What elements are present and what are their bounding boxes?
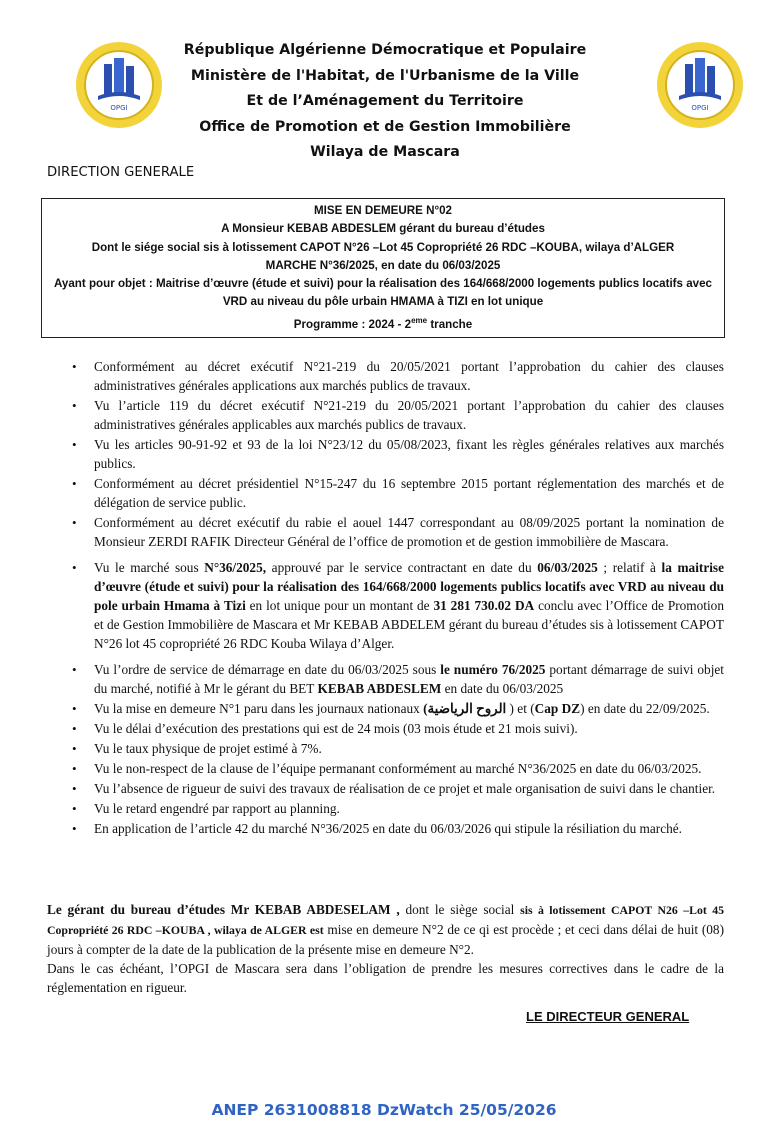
closing-text bbox=[47, 900, 724, 997]
publication-footer: ANEP 2631008818 DzWatch 25/05/2026 bbox=[211, 1101, 557, 1119]
direction-label: DIRECTION GENERALE bbox=[47, 165, 195, 180]
list-item: • Vu le délai d’exécution des prestations qui est de 24 mois (03 mois étude et 21 mois suivi). bbox=[48, 719, 724, 738]
notice-title: MISE EN DEMEURE N°02 bbox=[314, 204, 452, 217]
list-item: • Vu le retard engendré par rapport au planning. bbox=[48, 799, 724, 818]
list-item: • Vu l’article 119 du décret exécutif N°21-219 du 20/05/2021 portant l’approbation du cahier des clauses administratives générales applicables aux marchés publics de travaux. bbox=[48, 396, 724, 434]
list-item: • Vu la mise en demeure N°1 paru dans les journaux nationaux (الروح الرياضية ) et (Cap DZ) en date du 22/09/2025. bbox=[48, 699, 724, 718]
opgi-logo-right bbox=[655, 40, 745, 130]
closing-paragraph-demand: Le gérant du bureau d’études Mr KEBAB ABDESELAM , dont le siège social sis à lotissement CAPOT N26 –Lot 45 Copropriété 26 RDC –KOUBA , wilaya de ALGER est mise en demeure N°2 de ce qi est procède ; et ceci dans délai de huit (08) jours à compter de la date de la publication de la présente mise en demeure N°2. bbox=[47, 902, 725, 957]
notice-object-line1: Ayant pour objet : Maitrise d’œuvre (étude et suivi) pour la réalisation des 164/668/2000 logements publics locatifs avec bbox=[53, 277, 713, 291]
notice-contract: MARCHE N°36/2025, en date du 06/03/2025 bbox=[265, 258, 501, 272]
list-item: • Vu le taux physique de projet estimé à 7%. bbox=[48, 739, 724, 758]
header-line-wilaya: Wilaya de Mascara bbox=[310, 144, 460, 160]
list-item: • Conformément au décret présidentiel N°15-247 du 16 septembre 2015 portant réglementation des marchés et de délégation de service public. bbox=[48, 474, 724, 512]
list-item: • Conformément au décret exécutif N°21-219 du 20/05/2021 portant l’approbation du cahier des clauses administratives générales applications aux marchés publics de travaux. bbox=[48, 357, 724, 395]
list-item: • En application de l’article 42 du marché N°36/2025 en date du 06/03/2026 qui stipule la résiliation du marché. bbox=[48, 819, 724, 838]
list-item: • Vu les articles 90-91-92 et 93 de la loi N°23/12 du 05/08/2023, fixant les règles générales relatives aux marchés publics. bbox=[48, 435, 724, 473]
notice-programme: Programme : 2024 - 2eme tranche bbox=[293, 315, 473, 331]
signature-title: LE DIRECTEUR GENERAL bbox=[526, 1009, 690, 1024]
header-line-amenagement: Et de l’Aménagement du Territoire bbox=[246, 93, 524, 109]
notice-addressee: A Monsieur KEBAB ABDESLEM gérant du bureau d’études bbox=[221, 222, 545, 236]
svg-text:OPGI: OPGI bbox=[691, 104, 709, 112]
notice-object-line2: VRD au niveau du pôle urbain HMAMA à TIZI en lot unique bbox=[222, 295, 544, 309]
svg-text:OPGI: OPGI bbox=[110, 104, 128, 112]
considerations-list bbox=[48, 357, 724, 839]
header-line-republic: République Algérienne Démocratique et Populaire bbox=[183, 42, 587, 58]
list-item: • Vu le non-respect de la clause de l’équipe permanant conformément au marché N°36/2025 en date du 06/03/2025. bbox=[48, 759, 724, 778]
notice-box bbox=[41, 198, 725, 338]
letterhead bbox=[150, 38, 620, 166]
list-item: • Vu le marché sous N°36/2025, approuvé par le service contractant en date du 06/03/2025 ; relatif à la maitrise d’œuvre (étude et suivi) pour la réalisation des 164/668/2000 logements publics locatifs avec VRD au niveau du pole urbain Hmama à Tizi en lot unique pour un montant de 31 281 730.02 DA conclu avec l’Office de Promotion et de Gestion Immobilière de Mascara et Mr KEBAB ABDELEM gérant du bureau d’études sis à lotissement CAPOT N°26 lot 45 copropriété 26 RDC Kouba Wilaya d’Alger. bbox=[48, 558, 724, 653]
header-line-office: Office de Promotion et de Gestion Immobilière bbox=[199, 118, 571, 135]
list-item: • Vu l’ordre de service de démarrage en date du 06/03/2025 sous le numéro 76/2025 portant démarrage de suivi objet du marché, notifié à Mr le gérant du BET KEBAB ABDESLEM en date du 06/03/2025 bbox=[48, 660, 724, 698]
notice-seat: Dont le siége social sis à lotissement CAPOT N°26 –Lot 45 Copropriété 26 RDC –KOUBA, wilaya d’ALGER bbox=[91, 240, 675, 254]
list-item: • Conformément au décret exécutif du rabie el aouel 1447 correspondant au 08/09/2025 portant la nomination de Monsieur ZERDI RAFIK Directeur Général de l’office de promotion et de gestion immobilière de Mascara. bbox=[48, 513, 724, 551]
header-line-ministry: Ministère de l'Habitat, de l'Urbanisme de la Ville bbox=[190, 67, 580, 84]
list-item: • Vu l’absence de rigueur de suivi des travaux de réalisation de ce projet et male organisation de suivi dans le chantier. bbox=[48, 779, 724, 798]
closing-paragraph-measures: Dans le cas échéant, l’OPGI de Mascara sera dans l’obligation de prendre les mesures correctives dans le cadre de la réglementation en rigueur. bbox=[47, 961, 724, 995]
